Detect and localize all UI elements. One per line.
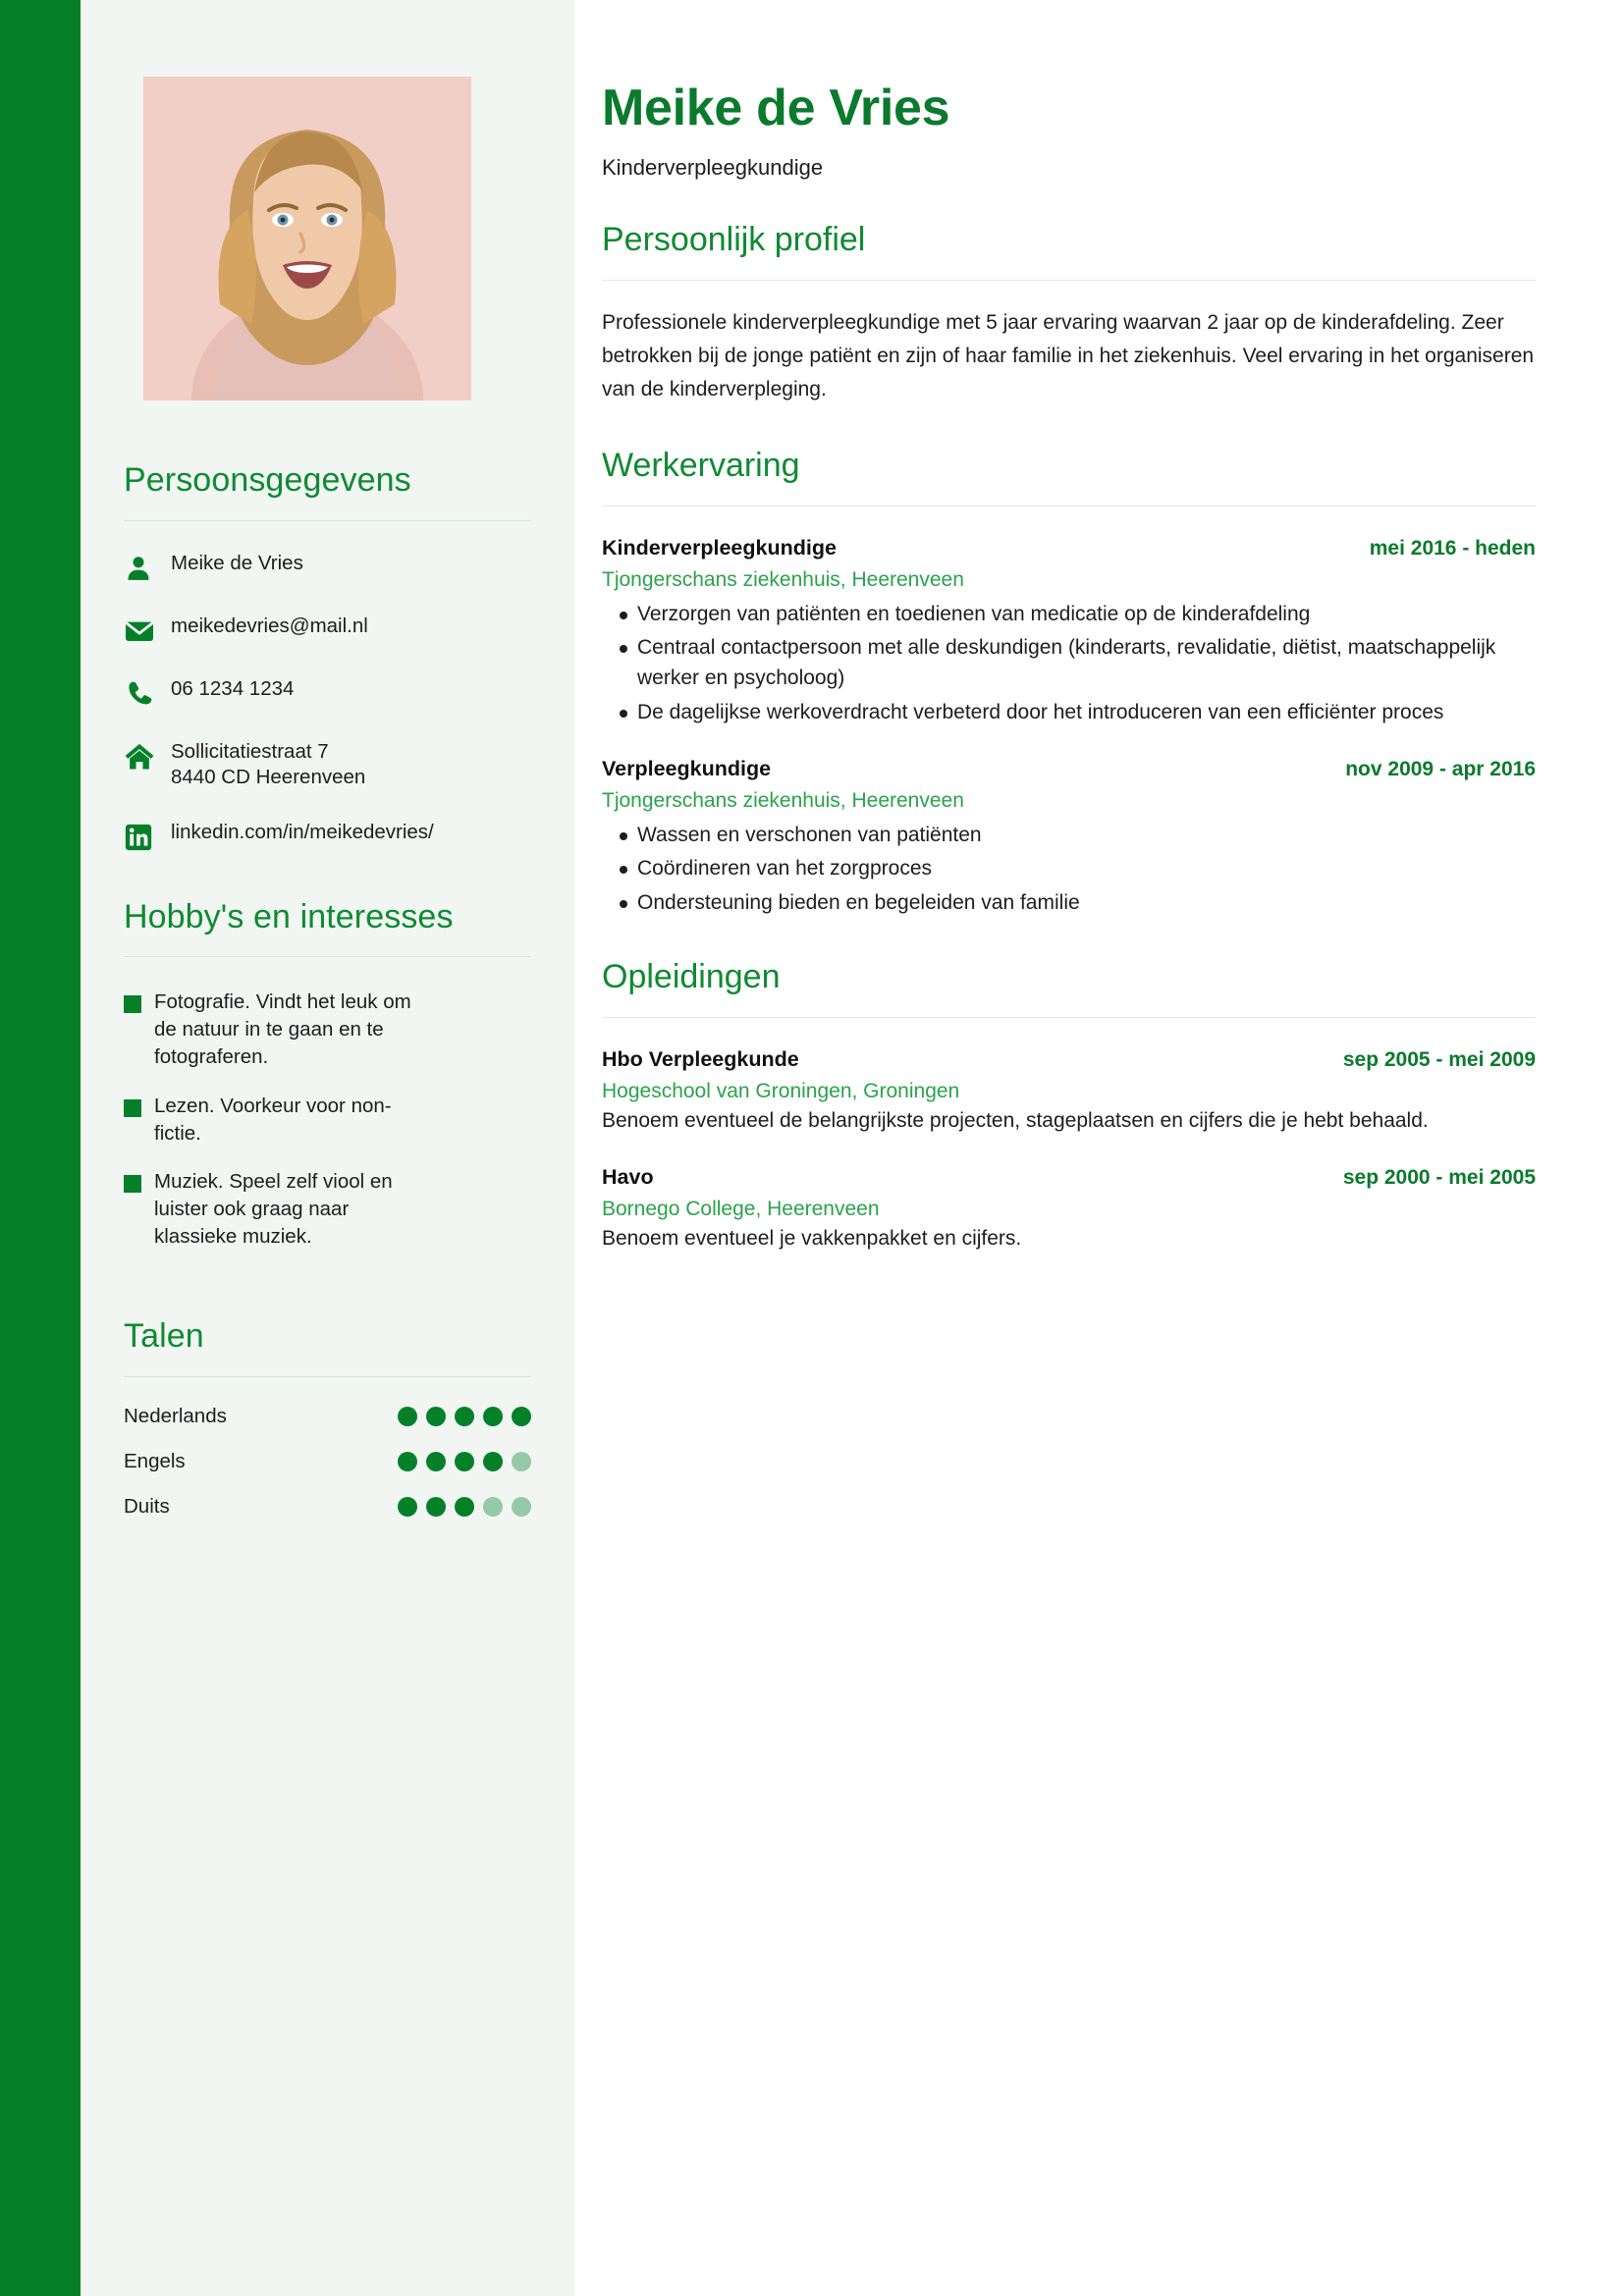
languages-list [124, 1405, 531, 1519]
phone-icon [124, 678, 167, 710]
square-bullet-icon [124, 1175, 141, 1193]
contact-phone-text: 06 1234 1234 [171, 676, 295, 700]
hobby-text: Muziek. Speel zelf viool en luister ook graag naar klassieke muziek. [154, 1170, 393, 1249]
entry-date-range: sep 2005 - mei 2009 [1342, 1047, 1536, 1071]
entry-organisation: Hogeschool van Groningen, Groningen [602, 1079, 960, 1102]
section-personal-details [110, 459, 543, 853]
entry-header [602, 1165, 1536, 1190]
section-education [602, 957, 1536, 1255]
experience-entry [602, 536, 1536, 727]
entry-degree-title: Havo [602, 1165, 654, 1190]
divider [602, 506, 1536, 507]
square-bullet-icon [124, 1099, 141, 1117]
entry-organisation: Tjongerschans ziekenhuis, Heerenveen [602, 567, 964, 591]
list-item [124, 1093, 531, 1148]
accent-bar [0, 0, 81, 2296]
entry-date-range: mei 2016 - heden [1369, 536, 1536, 560]
entry-organisation: Bornego College, Heerenveen [602, 1198, 880, 1221]
level-dot-filled [483, 1407, 503, 1426]
list-item: Wassen en verschonen van patiënten [602, 820, 1536, 850]
divider [602, 280, 1536, 281]
personal-details-title: Persoonsgegevens [124, 461, 411, 499]
level-dot-filled [398, 1452, 417, 1471]
contact-email-text: meikedevries@mail.nl [171, 614, 368, 637]
list-item: Centraal contactpersoon met alle deskundigen (kinderarts, revalidatie, diëtist, maatschappelijk werker en psycholoog) [602, 632, 1536, 694]
entry-bullet-list [602, 820, 1536, 918]
level-dot-filled [455, 1497, 474, 1517]
divider [124, 956, 531, 957]
envelope-icon [124, 615, 167, 647]
page-title: Meike de Vries [602, 80, 950, 136]
entry-description: Benoem eventueel de belangrijkste projecten, stageplaatsen en cijfers die je hebt behaald. [602, 1108, 1429, 1132]
language-name: Nederlands [124, 1404, 227, 1427]
list-item [124, 1405, 531, 1428]
entry-header [602, 536, 1536, 561]
level-dot-filled [426, 1452, 446, 1471]
hobby-text: Fotografie. Vindt het leuk om de natuur in te gaan en te fotograferen. [154, 990, 411, 1068]
language-name: Duits [124, 1494, 170, 1518]
square-bullet-icon [124, 995, 141, 1013]
list-item: De dagelijkse werkoverdracht verbeterd door het introduceren van een efficiënter proces [602, 697, 1536, 727]
education-entry [602, 1165, 1536, 1255]
language-name: Engels [124, 1449, 186, 1472]
entry-job-title: Kinderverpleegkundige [602, 535, 837, 560]
level-dot-filled [512, 1407, 531, 1426]
person-icon [124, 553, 167, 584]
level-dot-filled [398, 1497, 417, 1517]
hobbies-list [124, 988, 531, 1251]
profile-photo [143, 77, 471, 400]
divider [124, 1376, 531, 1377]
contact-row-name [124, 551, 531, 584]
divider [124, 520, 531, 521]
experience-title: Werkervaring [602, 447, 800, 485]
home-icon [124, 741, 167, 773]
contact-name-text: Meike de Vries [171, 551, 303, 574]
list-item [124, 1495, 531, 1519]
level-dot-filled [455, 1407, 474, 1426]
language-level-dots [398, 1407, 531, 1426]
list-item: Ondersteuning bieden en begeleiden van familie [602, 887, 1536, 918]
list-item: Verzorgen van patiënten en toedienen van medicatie op de kinderafdeling [602, 599, 1536, 629]
section-languages [110, 1315, 543, 1519]
entry-description: Benoem eventueel je vakkenpakket en cijfers. [602, 1227, 1022, 1251]
entry-degree-title: Hbo Verpleegkunde [602, 1046, 799, 1071]
level-dot-empty [483, 1497, 503, 1517]
hobbies-title: Hobby's en interesses [124, 897, 454, 935]
education-title: Opleidingen [602, 957, 781, 995]
language-level-dots [398, 1497, 531, 1517]
contact-address-text [167, 739, 365, 790]
main-content [574, 0, 1624, 2296]
list-item [124, 1168, 531, 1251]
section-hobbies [110, 896, 543, 1252]
list-item: Coördineren van het zorgproces [602, 853, 1536, 883]
sidebar [81, 0, 574, 2296]
address-line-1: Sollicitatiestraat 7 [171, 739, 329, 763]
entry-header [602, 1047, 1536, 1072]
hobby-text: Lezen. Voorkeur voor non-fictie. [154, 1094, 392, 1145]
linkedin-icon [124, 822, 167, 853]
profile-title: Persoonlijk profiel [602, 221, 866, 259]
entry-bullet-list [602, 599, 1536, 727]
contact-list [124, 551, 531, 853]
address-line-2: 8440 CD Heerenveen [171, 765, 366, 788]
level-dot-empty [512, 1452, 531, 1471]
list-item [124, 1450, 531, 1473]
divider [602, 1017, 1536, 1018]
entry-header [602, 757, 1536, 781]
experience-entry [602, 757, 1536, 918]
level-dot-filled [398, 1407, 417, 1426]
level-dot-filled [426, 1407, 446, 1426]
level-dot-filled [426, 1497, 446, 1517]
level-dot-filled [455, 1452, 474, 1471]
profile-paragraph: Professionele kinderverpleegkundige met 5 jaar ervaring waarvan 2 jaar op de kinderafdeling. Zeer betrokken bij de jonge patiënt en zijn of haar familie in het ziekenhuis. Veel ervaring in het organiseren van de kinderverpleging. [602, 310, 1535, 401]
list-item [124, 988, 531, 1071]
contact-row-phone[interactable] [124, 676, 531, 710]
section-experience [602, 446, 1536, 918]
entry-date-range: sep 2000 - mei 2005 [1342, 1166, 1536, 1190]
contact-linkedin-text: linkedin.com/in/meikedevries/ [171, 820, 434, 843]
level-dot-empty [512, 1497, 531, 1517]
language-level-dots [398, 1452, 531, 1471]
entry-date-range: nov 2009 - apr 2016 [1345, 757, 1536, 780]
contact-row-address [124, 739, 531, 790]
entry-job-title: Verpleegkundige [602, 756, 772, 780]
job-role-subtitle: Kinderverpleegkundige [602, 155, 824, 181]
languages-title: Talen [124, 1317, 204, 1356]
contact-row-linkedin[interactable] [124, 820, 531, 853]
entry-organisation: Tjongerschans ziekenhuis, Heerenveen [602, 788, 964, 812]
section-profile [602, 220, 1536, 406]
contact-row-email[interactable] [124, 614, 531, 647]
level-dot-filled [483, 1452, 503, 1471]
education-entry [602, 1047, 1536, 1137]
